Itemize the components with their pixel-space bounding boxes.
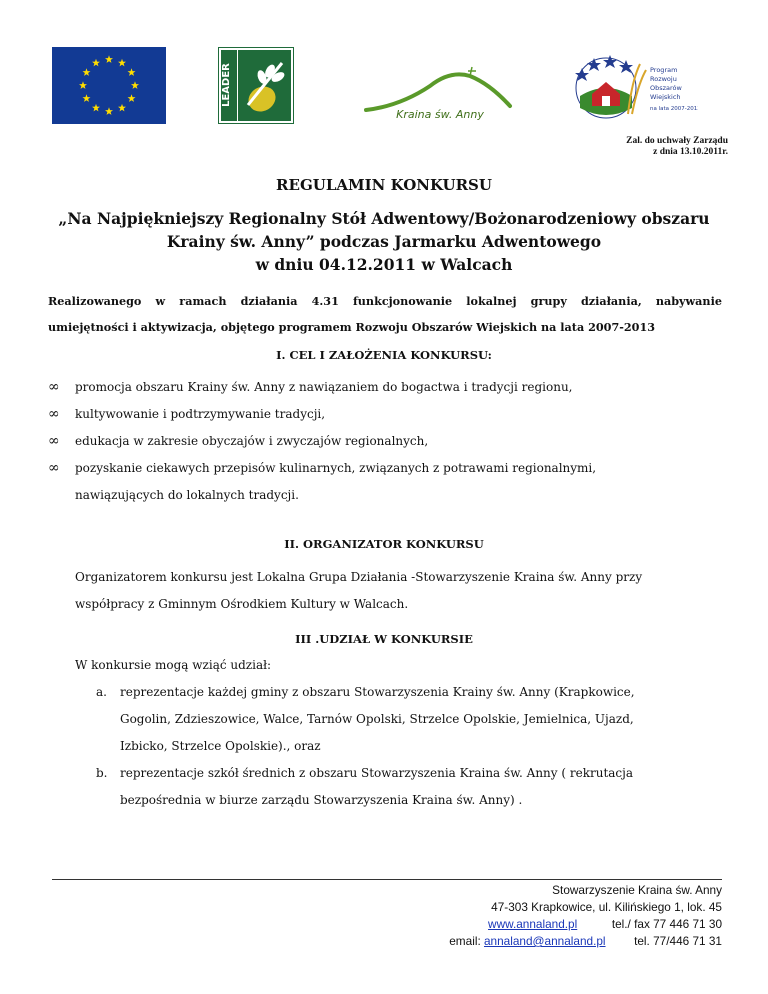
word: działania <box>240 294 298 308</box>
section-3-heading: III .UDZIAŁ W KONKURSIE <box>295 632 473 646</box>
infinity-bullet-icon: ∞ <box>48 406 60 422</box>
section-1-heading: I. CEL I ZAŁOŻENIA KONKURSU: <box>276 348 492 362</box>
word: ramach <box>179 294 227 308</box>
prow-line-2: Rozwoju <box>650 75 677 83</box>
list-item-continuation <box>48 482 596 509</box>
word: lokalnej <box>466 294 517 308</box>
program-statement <box>48 288 722 340</box>
svg-text:Program Rozwoju Ob <box>650 66 684 101</box>
list-item <box>96 760 635 814</box>
word: działania, <box>580 294 642 308</box>
list-item <box>48 428 596 455</box>
list-item <box>48 374 596 401</box>
word: nabywanie <box>655 294 722 308</box>
list-marker: a. <box>96 685 107 699</box>
footer-contact <box>449 882 722 950</box>
list-item-line: reprezentacje każdej gminy z obszaru Stowarzyszenia Krainy św. Anny (Krapkowice, <box>120 685 635 699</box>
email-link[interactable]: annaland@annaland.pl <box>484 934 606 948</box>
goals-list <box>48 374 596 509</box>
prow-logo <box>568 50 698 124</box>
section-2-heading: II. ORGANIZATOR KONKURSU <box>284 537 484 551</box>
list-item-text: pozyskanie ciekawych przepisów kulinarnych, związanych z potrawami regionalnymi, <box>75 461 597 475</box>
list-marker: b. <box>96 766 108 780</box>
footer-telfax: tel./ fax 77 446 71 30 <box>611 917 722 931</box>
organizer-line-1: Organizatorem konkursu jest Lokalna Grupa Działania -Stowarzyszenie Kraina św. Anny przy <box>75 570 643 584</box>
infinity-bullet-icon: ∞ <box>48 379 60 395</box>
document-title: REGULAMIN KONKURSU <box>276 176 492 194</box>
infinity-bullet-icon: ∞ <box>48 460 60 476</box>
organizer-line-2: współpracy z Gminnym Ośrodkiem Kultury w Walcach. <box>75 597 409 611</box>
prow-line-4: Wiejskich <box>650 93 681 101</box>
list-item-line: Gogolin, Zdzieszowice, Walce, Tarnów Opolski, Strzelce Opolskie, Jemielnica, Ujazd, <box>120 712 634 726</box>
contest-name-line-3: w dniu 04.12.2011 w Walcach <box>255 255 513 274</box>
website-link[interactable]: www.annaland.pl <box>488 917 578 931</box>
contest-name <box>40 207 728 276</box>
footer-org-name: Stowarzyszenie Kraina św. Anny <box>552 883 722 897</box>
program-statement-line-2: umiejętności i aktywizacja, objętego programem Rozwoju Obszarów Wiejskich na lata 2007-2013 <box>48 320 656 334</box>
footer-tel: tel. 77/446 71 31 <box>634 934 722 948</box>
list-item <box>48 401 596 428</box>
contest-name-line-2: Krainy św. Anny” podczas Jarmarku Adwentowego <box>166 232 602 251</box>
attachment-line-2: z dnia 13.10.2011r. <box>653 147 728 157</box>
word: 4.31 <box>311 294 339 308</box>
eu-flag-logo <box>52 47 166 124</box>
footer-divider <box>52 879 722 880</box>
leader-logo <box>218 47 294 124</box>
word: funkcjonowanie <box>352 294 453 308</box>
attachment-line-1: Zal. do uchwały Zarządu <box>626 136 728 146</box>
word: w <box>155 294 166 308</box>
prow-line-3: Obszarów <box>650 84 682 92</box>
infinity-bullet-icon: ∞ <box>48 433 60 449</box>
list-item-line: reprezentacje szkół średnich z obszaru Stowarzyszenia Kraina św. Anny ( rekrutacja <box>120 766 634 780</box>
attachment-note <box>626 136 728 158</box>
list-item <box>48 455 596 482</box>
leader-logo-text: LEADER <box>221 63 232 107</box>
word: Realizowanego <box>48 294 142 308</box>
list-item-text: edukacja w zakresie obyczajów i zwyczajów regionalnych, <box>75 434 429 448</box>
footer-address: 47-303 Krapkowice, ul. Kilińskiego 1, lok. 45 <box>491 900 722 914</box>
eu-stars-icon <box>52 47 166 124</box>
organizer-paragraph <box>75 564 642 618</box>
kraina-logo-text: Kraina św. Anny <box>396 108 484 121</box>
list-item-text: nawiązujących do lokalnych tradycji. <box>75 488 299 502</box>
participation-intro: W konkursie mogą wziąć udział: <box>75 658 272 672</box>
participants-list <box>96 679 635 814</box>
list-item-text: promocja obszaru Krainy św. Anny z nawiązaniem do bogactwa i tradycji regionu, <box>75 380 573 394</box>
list-item-line: bezpośrednia w biurze zarządu Stowarzyszenia Kraina św. Anny) . <box>120 793 523 807</box>
kraina-sw-anny-logo <box>360 62 520 124</box>
prow-line-5: na lata 2007-2013 <box>650 106 698 112</box>
footer-web-line <box>449 916 722 933</box>
list-item <box>96 679 635 760</box>
list-item-line: Izbicko, Strzelce Opolskie)., oraz <box>120 739 321 753</box>
prow-line-1: Program <box>650 66 678 74</box>
program-statement-line-1 <box>48 288 722 314</box>
email-label: email: <box>449 934 481 948</box>
footer-email-line <box>449 933 722 950</box>
word: grupy <box>530 294 567 308</box>
contest-name-line-1: „Na Najpiękniejszy Regionalny Stół Adwentowy/Bożonarodzeniowy obszaru <box>58 209 710 228</box>
list-item-text: kultywowanie i podtrzymywanie tradycji, <box>75 407 326 421</box>
